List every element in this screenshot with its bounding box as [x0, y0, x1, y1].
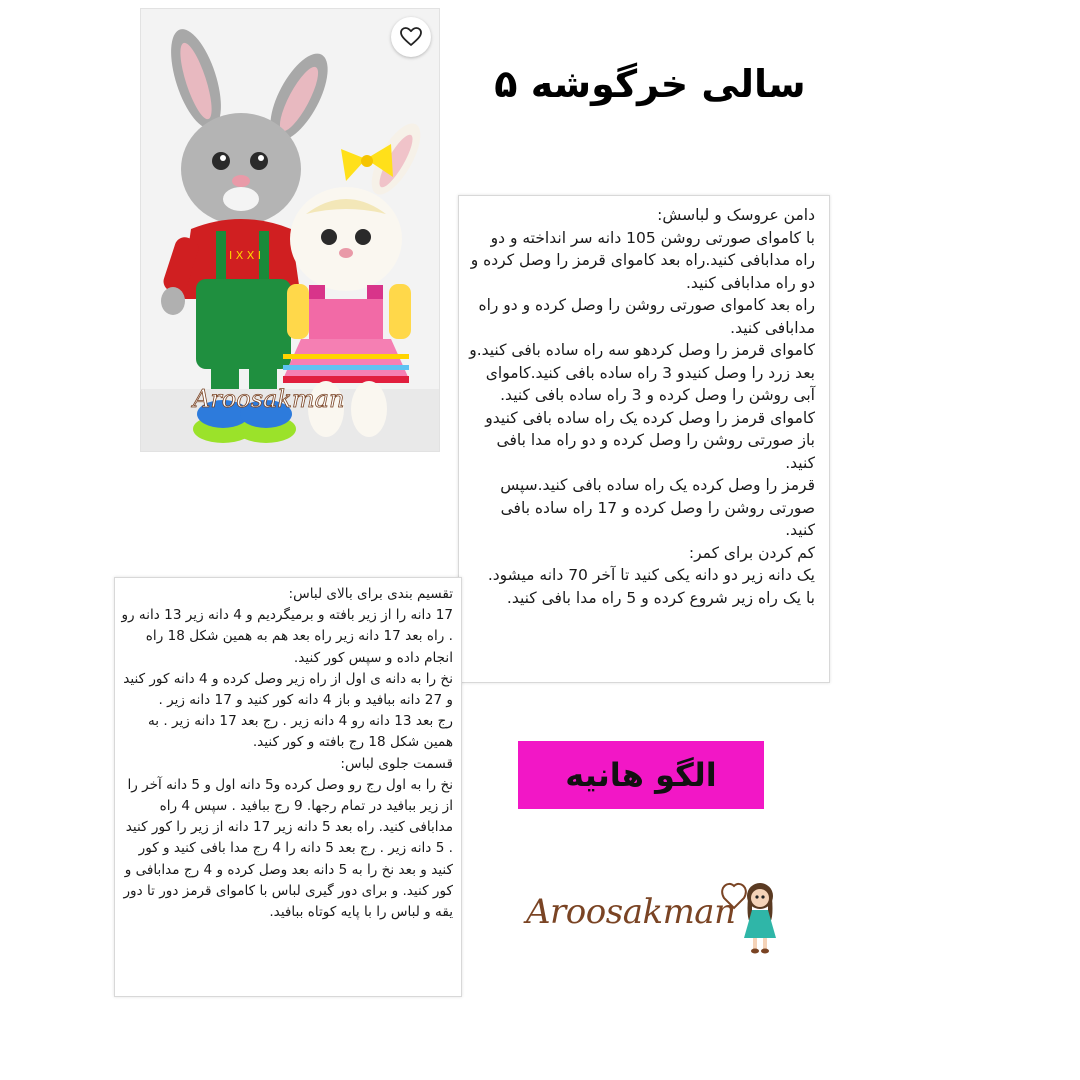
bodice-heading: تقسیم بندی برای بالای لباس:: [288, 586, 453, 602]
skirt-instructions-card: [458, 195, 830, 683]
photo-watermark: Aroosakman: [193, 385, 345, 413]
brand-logo-text: Aroosakman: [526, 892, 736, 932]
waist-heading: کم کردن برای کمر:: [688, 543, 815, 562]
bunny-dolls-illustration: [141, 9, 440, 452]
bodice-line: نخ را به اول رج رو وصل کرده و5 دانه اول و 5 دانه آخر را از زیر ببافید در تمام رجها. 9 رج ببافید . سپس 4 راه مدابافی کنید. راه بعد 5 دانه زیر 17 دانه از زیر را کور کنید . 5 دانه زیر . رج بعد 5 دانه را 4 رج مدا بافی کنید و کور کنید و بعد نخ را به 5 دانه بعد وصل کرده و 4 رج مدابافی و کور کنید. و برای دور گیری لباس با کاموای قرمز دور تا دور یقه و لباس را با پایه کوتاه ببافید.: [123, 776, 453, 921]
skirt-line: یک دانه زیر دو دانه یکی کنید تا آخر 70 دانه میشود.: [487, 566, 815, 584]
bodice-instructions-card: [114, 577, 462, 997]
heart-outline-icon: [400, 27, 422, 47]
bodice-line: رج بعد 13 دانه رو 4 دانه زیر . رج بعد 17 دانه زیر . به همین شکل 18 رج بافته و کور کنید.: [147, 713, 453, 751]
skirt-line: راه بعد کاموای صورتی روشن را وصل کرده و دو راه مدابافی کنید.: [478, 296, 815, 337]
product-photo[interactable]: [140, 8, 440, 452]
skirt-line: قرمز را وصل کرده یک راه ساده بافی کنید.سپس صورتی روشن را وصل کرده و 17 راه ساده بافی کنید.: [500, 476, 815, 539]
brand-logo: [522, 872, 790, 956]
skirt-heading: دامن عروسک و لباسش:: [657, 206, 815, 224]
favorite-button[interactable]: [391, 17, 431, 57]
dungaree-embroidery: I X X I: [229, 249, 262, 262]
skirt-line: کاموای قرمز را وصل کرده یک راه ساده بافی کنیدو باز صورتی روشن را وصل کرده و دو راه مدا بافی کنید.: [485, 408, 815, 472]
doll-mascot-icon: [718, 872, 788, 956]
bodice-line: 17 دانه را از زیر بافته و برمیگردیم و 4 دانه زیر 13 دانه رو . راه بعد 17 دانه زیر راه بعد هم به همین شکل 18 راه انجام داده و سپس کور کنید.: [121, 607, 453, 666]
bodice-line: نخ را به دانه ی اول از راه زیر وصل کرده و 4 دانه کور کنید و 27 دانه ببافید و باز 4 دانه کور کنید و 17 دانه زیر .: [123, 670, 453, 709]
skirt-line: با یک راه زیر شروع کرده و 5 راه مدا بافی کنید.: [506, 588, 815, 607]
pattern-credit-banner: الگو هانیه: [518, 741, 764, 809]
skirt-line: با کاموای صورتی روشن 105 دانه سر انداخته و دو راه مدابافی کنید.راه بعد کاموای قرمز را وصل کرده و دو راه مدابافی کنید.: [470, 228, 815, 292]
front-heading: قسمت جلوی لباس:: [340, 755, 453, 772]
skirt-line: کاموای قرمز را وصل کردهو سه راه ساده بافی کنید.و بعد زرد را وصل کنیدو 3 راه ساده بافی کنید.کاموای آبی روشن را وصل کرده و 3 راه ساده بافی کنید.: [469, 341, 815, 404]
page-title: سالی خرگوشه ۵: [494, 62, 806, 106]
